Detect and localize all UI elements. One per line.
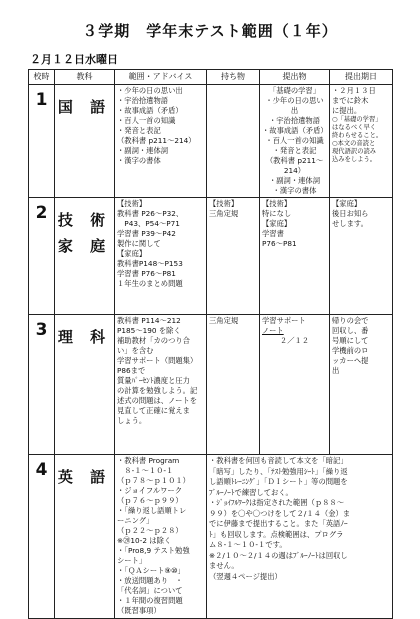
list-line: ・発音と表記 <box>117 126 161 135</box>
deadline-notes <box>332 116 390 164</box>
list-line: ・「Pro8,9 テスト勉強 <box>117 546 190 555</box>
period-cell: 4 <box>29 455 55 619</box>
list-line: （ｐ７６～ｐ９９） <box>117 496 183 505</box>
page-title: ３学期 学年末テスト範囲（１年） <box>82 22 338 40</box>
list-line: ム８-１～１０-１です。 <box>209 540 287 549</box>
list-line: ○「基礎の学習」 <box>332 116 382 123</box>
list-line: ※⑳10-2 は除く <box>117 536 172 545</box>
list-line: ・２月１３日 <box>332 86 376 95</box>
list-line: P185～190 を除く <box>117 326 181 335</box>
list-line: 込みをしよう。 <box>332 156 377 163</box>
list-line: ９９）を〇や〇つけをして２/１４（金）ま <box>209 508 351 518</box>
list-line: （既習事項） <box>117 606 161 615</box>
list-line: ・１年間の復習問題 <box>117 596 183 605</box>
list-line: 学習サポート（問題集） <box>117 356 198 365</box>
list-line: ・放送問題あり ・ <box>117 576 183 585</box>
list-line: 【技術】 <box>209 199 239 208</box>
list-line: （ｐ７８～ｐ１０１） <box>117 476 190 485</box>
list-line: 【技術】 <box>117 199 147 208</box>
list-line: 号順にして <box>332 336 369 345</box>
list-line: し語順ﾄﾚｰﾆﾝｸﾞ」「ＤＩシート」等の問題を <box>209 477 348 486</box>
list-line: （教科書 p211～214） <box>117 136 196 145</box>
list-line: 「基礎の学習」 <box>268 86 321 95</box>
list-line: 「暗写」したり、「ﾃｽﾄ勉強用ｼｰﾄ」「繰り返 <box>209 466 348 476</box>
list-line: ﾄ」も回収します。点検範囲は、プログラ <box>209 529 344 539</box>
submission-workbook: 学習サポート <box>262 316 306 325</box>
subject-cell: 英 語 <box>55 455 115 619</box>
list-line: P76～P81 <box>262 239 297 248</box>
list-line: ・教科書を何回も音読して本文を「暗記」 <box>209 456 348 465</box>
period-cell: 2 <box>29 198 55 315</box>
list-line: P86まで <box>117 366 146 375</box>
subject-line-home: 家 庭 <box>57 237 112 255</box>
list-line: ・副詞・連体詞 <box>268 176 321 185</box>
list-line: 学機前のロ <box>332 346 369 355</box>
list-line: 質量ﾊﾟｰｾﾝﾄ濃度と圧力 <box>117 376 190 385</box>
header-items: 持ち物 <box>207 70 260 85</box>
header-submissions: 提出物 <box>260 70 330 85</box>
list-line: 学習書 P39～P42 <box>117 229 176 238</box>
english-notes-list <box>209 456 390 582</box>
list-line: 【家庭】 <box>117 249 147 258</box>
list-line: ・宇治拾遺物語 <box>117 96 169 105</box>
submissions-cell <box>260 85 330 198</box>
list-line: ・漢字の書体 <box>117 156 161 165</box>
range-list <box>117 199 204 289</box>
list-line: ・少年の日の思い出 <box>265 96 324 115</box>
list-line: 「代名詞」について <box>117 586 183 595</box>
items-cell <box>207 85 260 198</box>
list-line: 終わらせること。 <box>332 132 383 139</box>
list-line: （ｐ２２～ｐ２８） <box>117 526 183 535</box>
list-line: １年生のまとめ問題 <box>117 279 183 288</box>
deadline-cell <box>330 315 393 455</box>
list-line: はなるべく早く <box>332 124 377 131</box>
header-period: 校時 <box>29 70 55 85</box>
list-line: 三角定規 <box>209 209 239 218</box>
list-line: ーニング」 <box>117 516 154 525</box>
list-line: ﾌﾞﾙｰﾉｰﾄで練習しておく。 <box>209 487 293 497</box>
range-list <box>117 456 204 616</box>
table-row-japanese <box>29 85 393 198</box>
list-line: せします。 <box>332 219 368 228</box>
header-range: 範囲・アドバイス <box>115 70 207 85</box>
list-line: ・故事成語（矛盾） <box>262 126 328 135</box>
list-line: 見直して正確に覚えま <box>117 406 190 415</box>
range-cell <box>115 315 207 455</box>
range-cell <box>115 85 207 198</box>
list-line: 【家庭】 <box>332 199 362 208</box>
list-line: ・教科書 Program <box>117 456 180 465</box>
list-line: 回収し、番 <box>332 326 369 335</box>
deadline-cell <box>330 198 393 315</box>
header-subject: 教科 <box>55 70 115 85</box>
list-line: ８-１～１０-１ <box>117 466 174 475</box>
list-line: ・宇治拾遺物語 <box>268 116 321 125</box>
list-line: 補助教材「カのつり合 <box>117 336 190 345</box>
list-line: 学習書 P76～P81 <box>117 269 176 278</box>
list-line: でに伊藤まで提出すること。また「英語ﾉｰ <box>209 519 348 528</box>
list-line: ・副詞・連体詞 <box>117 146 169 155</box>
list-line: ・少年の日の思い出 <box>117 86 183 95</box>
items-cell <box>207 198 260 315</box>
period-cell: 1 <box>29 85 55 198</box>
submissions-list <box>262 199 327 249</box>
list-line: 製作に関して <box>117 239 161 248</box>
list-line: 教科書 P26～P32、 <box>117 209 184 218</box>
list-line: に提出。 <box>332 106 362 115</box>
list-line: 教科書 P114～212 <box>117 316 181 325</box>
range-list <box>117 316 204 426</box>
list-line: シート」 <box>117 556 147 565</box>
list-line: P43、P54～P71 <box>117 219 180 228</box>
list-line: ・ｼﾞｮｲﾌﾙﾜｰｸは指定された範囲（ｐ８８～ <box>209 498 344 507</box>
subject-cell: 理 科 <box>55 315 115 455</box>
period-cell: 3 <box>29 315 55 455</box>
list-line: ・ジョイフルワーク <box>117 486 183 495</box>
list-line: い」を含む <box>117 346 154 355</box>
deadline-list <box>332 316 390 376</box>
range-cell <box>115 198 207 315</box>
deadline-list <box>332 199 390 229</box>
list-line: ・「ＱＡシート⑨⑩」 <box>117 566 185 575</box>
list-line: ません。 <box>209 561 239 570</box>
submission-date: ２／１２ <box>279 336 310 345</box>
table-row-science <box>29 315 393 455</box>
subject-cell: 国 語 <box>55 85 115 198</box>
list-line: 帰りの会で <box>332 316 369 325</box>
list-line: 教科書P148～P153 <box>117 259 183 268</box>
list-line: （翌週４ページ提出） <box>209 571 282 581</box>
deadline-list <box>332 86 390 116</box>
list-line: の計算を勉強しよう。記 <box>117 386 198 395</box>
submissions-cell <box>260 198 330 315</box>
list-line: 述式の問題は、ノートを <box>117 396 198 405</box>
list-line: （教科書 p211～214） <box>265 156 324 175</box>
list-line: 【家庭】 <box>262 219 292 228</box>
list-line: ・漢字の書体 <box>272 186 317 195</box>
list-line: ※２/１０～２/１４の週はﾌﾞﾙｰﾉｰﾄは回収し <box>209 550 348 560</box>
submissions-cell <box>260 315 330 455</box>
list-line: ッカーへ提 <box>332 356 369 365</box>
table-row-tech-home <box>29 198 393 315</box>
range-list <box>117 86 204 166</box>
exam-date: ２月１２日水曜日 <box>30 53 118 66</box>
submissions-list <box>262 86 327 196</box>
exam-schedule-table <box>28 69 393 619</box>
list-line: 現代語訳の読み <box>332 148 377 155</box>
items-list <box>209 199 257 219</box>
deadline-cell <box>330 85 393 198</box>
list-line: ・百人一首の知識 <box>117 116 176 125</box>
list-line: ・百人一首の知識 <box>265 136 324 145</box>
list-line: 出 <box>332 366 340 375</box>
subject-line-tech: 技 術 <box>57 211 112 229</box>
list-line: しょう。 <box>117 416 147 425</box>
list-line: ・「繰り返し語順トレ <box>117 506 187 515</box>
list-line: ・発音と表記 <box>272 146 317 155</box>
list-line: 特になし <box>262 209 292 218</box>
list-line: までに鈴木 <box>332 96 369 105</box>
list-line: ○本文の音読と <box>332 140 376 147</box>
submission-notebook: ノート <box>262 326 284 335</box>
list-line: 後日お知ら <box>332 209 369 218</box>
list-line: 【技術】 <box>262 199 292 208</box>
header-deadline: 提出期日 <box>330 70 393 85</box>
header-row <box>29 70 393 85</box>
list-line: 学習書 <box>262 229 284 238</box>
subject-cell <box>55 198 115 315</box>
items-cell: 三角定規 <box>207 315 260 455</box>
list-line: ・故事成語（矛盾） <box>117 106 183 115</box>
